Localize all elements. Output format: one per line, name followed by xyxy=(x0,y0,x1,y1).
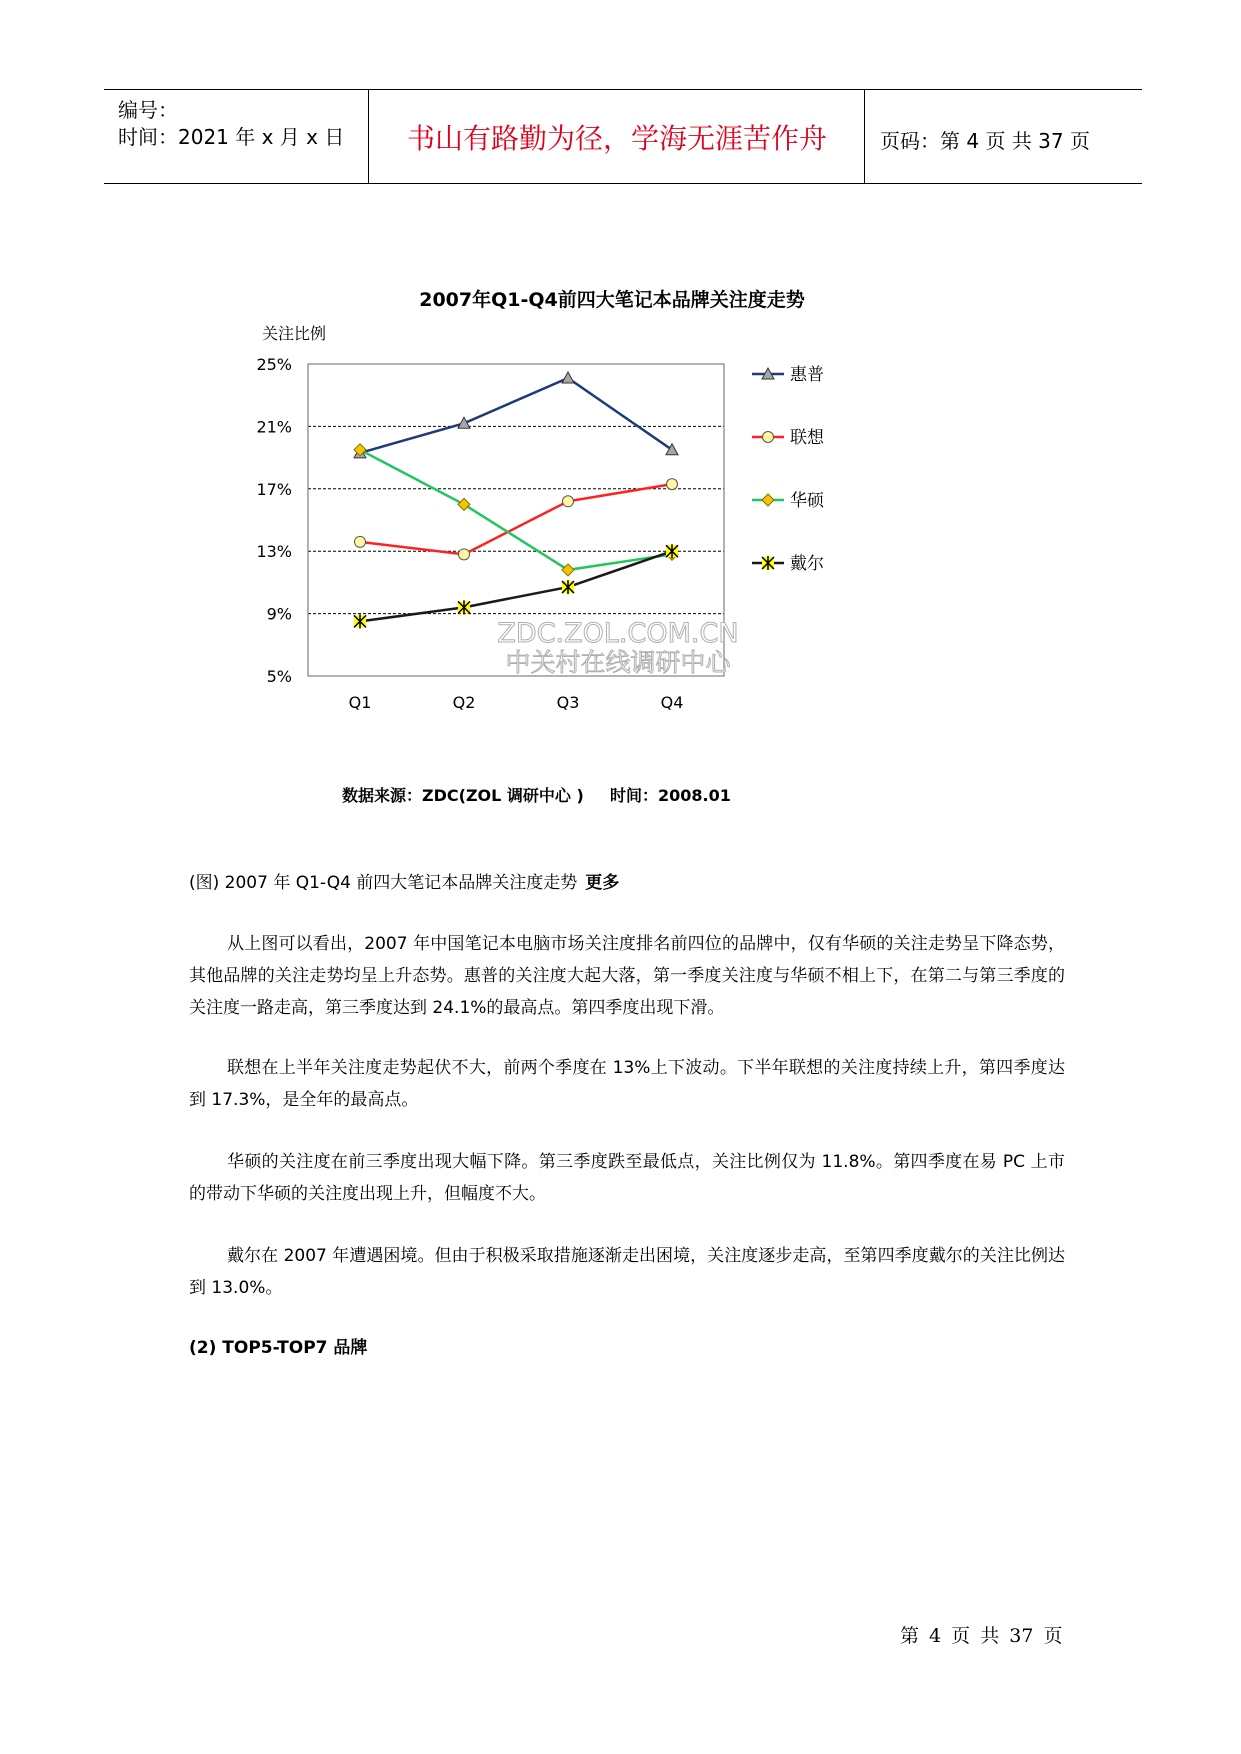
legend-entry xyxy=(752,554,824,574)
x-tick-label: Q4 xyxy=(660,693,684,712)
watermark-line-2: 中关村在线调研中心 xyxy=(505,648,731,677)
more-link[interactable]: 更多 xyxy=(585,873,620,893)
legend-label: 戴尔 xyxy=(790,554,824,574)
data-point xyxy=(355,536,366,547)
page-footer: 第 4 页 共 37 页 xyxy=(900,1625,1063,1647)
paragraph-3: 华硕的关注度在前三季度出现大幅下降。第三季度跌至最低点，关注比例仅为 11.8%。第四季度在易 PC 上市的带动下华硕的关注度出现上升，但幅度不大。 xyxy=(189,1152,1065,1204)
data-point xyxy=(762,556,774,570)
legend-label: 惠普 xyxy=(790,365,824,385)
legend-label: 联想 xyxy=(790,428,824,448)
data-point xyxy=(666,544,678,558)
y-tick-label: 17% xyxy=(256,479,292,499)
series-line xyxy=(360,484,672,554)
y-tick-label: 9% xyxy=(266,604,292,624)
data-point xyxy=(459,549,470,560)
legend-entry xyxy=(752,428,825,448)
y-tick-label: 25% xyxy=(256,355,292,374)
x-tick-label: Q3 xyxy=(556,693,580,712)
header-right-cell xyxy=(866,90,1142,183)
legend-entry xyxy=(752,491,825,511)
document-header xyxy=(104,89,1142,184)
data-point xyxy=(667,479,678,490)
data-point xyxy=(458,498,470,510)
data-point xyxy=(762,494,774,506)
chart-title: 2007年Q1-Q4前四大笔记本品牌关注度走势 xyxy=(419,289,805,311)
series-line xyxy=(360,378,672,453)
source-note: 数据来源：ZDC(ZOL 调研中心 ) xyxy=(342,786,584,805)
paragraph-2: 联想在上半年关注度走势起伏不大，前两个季度在 13%上下波动。下半年联想的关注度持续上升，第四季度达到 17.3%，是全年的最高点。 xyxy=(189,1058,1065,1110)
caption-text: (图) 2007 年 Q1-Q4 前四大笔记本品牌关注度走势 xyxy=(189,873,578,893)
x-tick-label: Q2 xyxy=(452,693,476,712)
legend-label: 华硕 xyxy=(790,491,824,511)
header-center-cell xyxy=(370,90,865,183)
paragraph-1: 从上图可以看出，2007 年中国笔记本电脑市场关注度排名前四位的品牌中，仅有华硕的关注走势呈下降态势，其他品牌的关注走势均呈上升态势。惠普的关注度大起大落，第一季度关注度与华硕不相上下，在第二与第三季度的关注度一路走高，第三季度达到 24.1%的最高点。第四季度出现下滑。 xyxy=(189,934,1065,1018)
header-left-cell xyxy=(104,90,369,183)
data-point xyxy=(562,372,574,383)
data-point xyxy=(562,564,574,576)
data-point xyxy=(562,580,574,594)
legend-entry xyxy=(752,365,824,385)
series-line xyxy=(360,450,672,570)
y-axis-label: 关注比例 xyxy=(262,324,327,343)
data-point xyxy=(354,614,366,628)
page-label: 页码：第 4 页 共 37 页 xyxy=(880,129,1090,153)
subheading: (2) TOP5-TOP7 品牌 xyxy=(189,1338,368,1358)
time-label: 时间：2021 年 x 月 x 日 xyxy=(118,125,345,149)
x-tick-label: Q1 xyxy=(348,693,372,712)
serial-label: 编号： xyxy=(118,98,178,122)
y-tick-label: 21% xyxy=(256,417,292,437)
watermark-line-1: ZDC.ZOL.COM.CN xyxy=(497,618,739,649)
data-point xyxy=(458,600,470,614)
data-point xyxy=(563,496,574,507)
line-chart xyxy=(240,282,960,822)
time-note: 时间：2008.01 xyxy=(610,786,731,805)
y-tick-label: 13% xyxy=(256,542,292,562)
motto: 书山有路勤为径，学海无涯苦作舟 xyxy=(406,122,827,155)
figure-caption xyxy=(189,868,619,893)
y-tick-label: 5% xyxy=(266,667,292,686)
paragraph-4: 戴尔在 2007 年遭遇困境。但由于积极采取措施逐渐走出困境，关注度逐步走高，至第四季度戴尔的关注比例达到 13.0%。 xyxy=(189,1246,1065,1298)
data-point xyxy=(763,432,774,443)
